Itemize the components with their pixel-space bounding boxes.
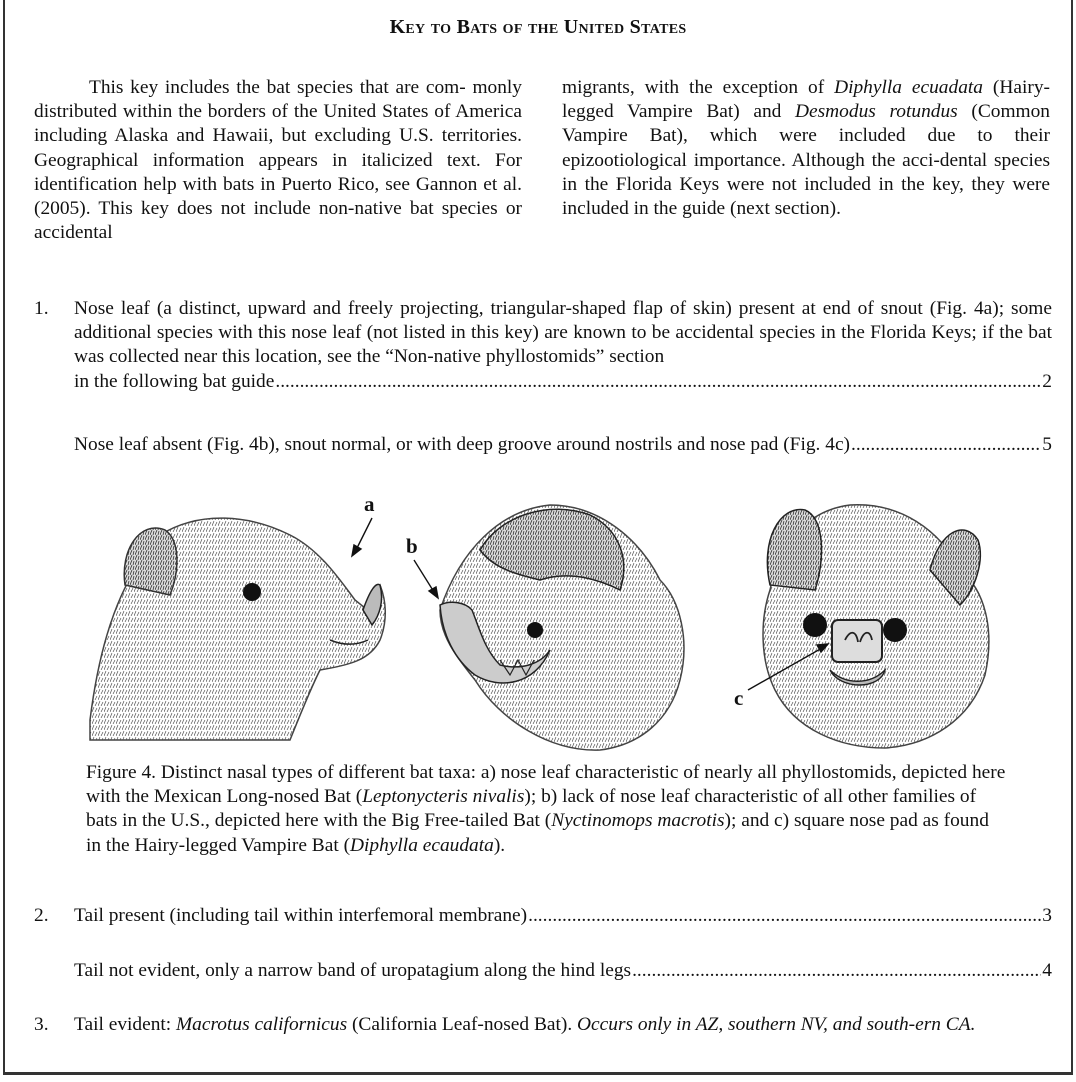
- key-couplet-1: [34, 297, 1052, 394]
- couplet-2a-text: Tail present (including tail within interfemoral membrane): [74, 905, 528, 926]
- couplet-3a-text: Tail evident: Macrotus californicus (California Leaf-nosed Bat). Occurs only in AZ, southern NV, and south-ern CA.: [74, 1014, 976, 1035]
- couplet-1b-text: Nose leaf absent (Fig. 4b), snout normal, or with deep groove around nostrils and nose pad (Fig. 4c): [74, 434, 851, 455]
- couplet-1a-text: Nose leaf (a distinct, upward and freely projecting, triangular-shaped flap of skin) present at end of snout (Fig. 4a); some additional species with this nose leaf (not listed in this key) are known to be accidental species in the Florida Keys; if the bat was collected near this location, see the “Non-native phyllostomids” section: [74, 298, 1052, 368]
- page-title: Key to Bats of the United States: [389, 16, 687, 38]
- long-nosed-bat-head: [90, 518, 385, 740]
- key-couplet-2b: [34, 959, 1052, 983]
- vampire-bat-head: [763, 505, 989, 748]
- intro-left-column: [34, 76, 522, 245]
- couplet-number: 1.: [34, 298, 49, 319]
- figure-4-illustrations: [80, 490, 1020, 760]
- bat-heads-drawing: [80, 490, 1020, 760]
- intro-right-column: [562, 76, 1050, 221]
- figure-label-c: c: [734, 686, 744, 710]
- figure-4-caption: Figure 4. Distinct nasal types of different bat taxa: a) nose leaf characteristic of nearly all phyllostomids, depicted here with the Mexican Long-nosed Bat (Leptonycteris nivalis); b) lack of nose leaf characteristic of all other families of bats in the U.S., depicted here with the Big Free-tailed Bat (Nyctinomops macrotis); and c) square nose pad as found in the Hairy-legged Vampire Bat (Diphylla ecaudata).: [86, 762, 1006, 856]
- key-couplet-3: [34, 1013, 1052, 1037]
- couplet-2a-goto: 3: [1042, 905, 1052, 926]
- couplet-number: 2.: [34, 905, 49, 926]
- free-tailed-bat-head: [440, 505, 684, 750]
- figure-label-a: a: [364, 492, 375, 516]
- couplet-number: 3.: [34, 1014, 49, 1035]
- couplet-1a-leader: in the following bat guide ..... 2: [74, 370, 1052, 394]
- couplet-2b-text: Tail not evident, only a narrow band of uropatagium along the hind legs: [74, 960, 632, 981]
- couplet-1a-goto: 2: [1042, 370, 1052, 392]
- couplet-2b-goto: 4: [1042, 960, 1052, 981]
- figure-label-b: b: [406, 534, 418, 558]
- intro-left-paragraph: This key includes the bat species that are com- monly distributed within the borders of the United States of America including Alaska and Hawaii, but excluding U.S. territories. Geographical information appears in italicized text. For identification help with bats in Puerto Rico, see Gannon et al. (2005). This key does not include non-native bat species or accidental: [34, 77, 522, 244]
- couplet-1b-goto: 5: [1042, 434, 1052, 455]
- intro-right-paragraph: migrants, with the exception of Diphylla ecuadata (Hairy-legged Vampire Bat) and Desmodus rotundus (Common Vampire Bat), which were included due to their epizootiological importance. Although the acci-dental species in the Florida Keys were not included in the key, they were included in the guide (next section).: [562, 77, 1050, 220]
- key-couplet-1b: [34, 433, 1052, 457]
- key-couplet-2: [34, 904, 1052, 928]
